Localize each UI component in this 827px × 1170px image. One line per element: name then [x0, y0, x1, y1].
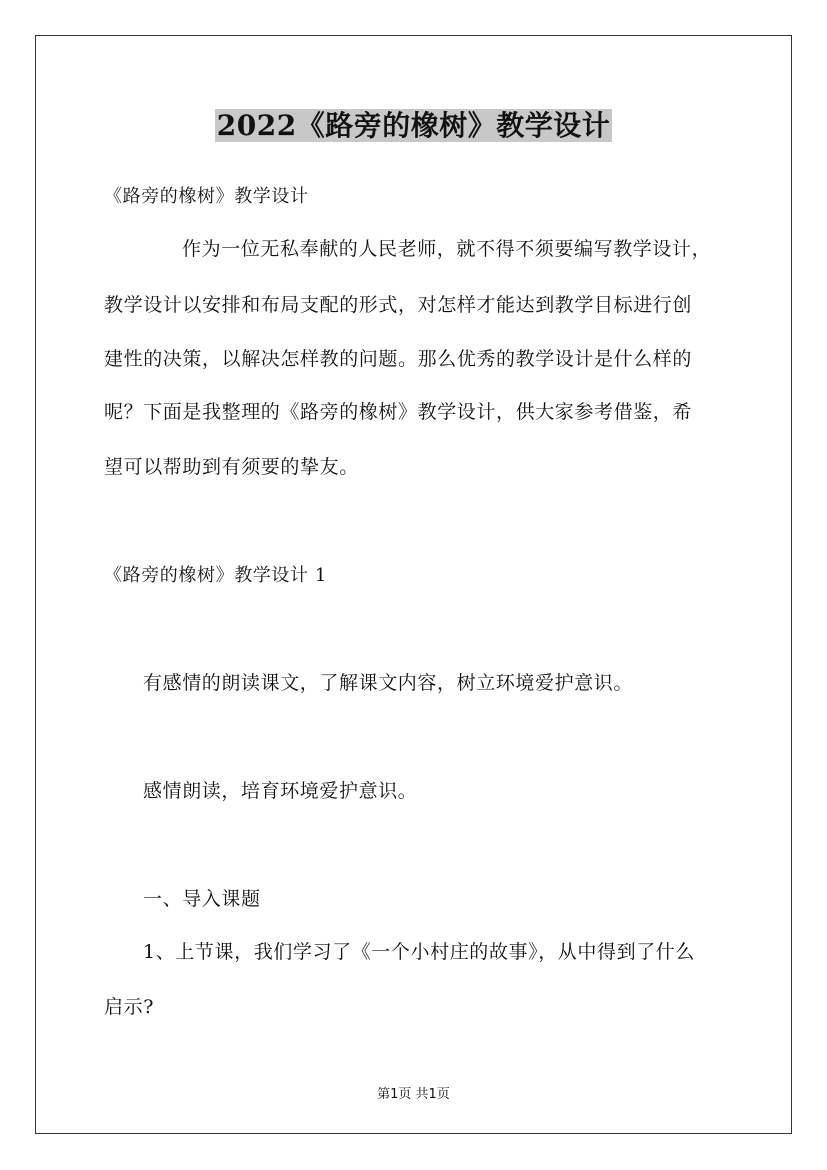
key-point-text: 感情朗读，培育环境爱护意识。 — [143, 780, 418, 802]
document-title: 2022《路旁的橡树》教学设计 — [216, 109, 611, 142]
page-footer: 第1页 共1页 — [377, 1087, 450, 1102]
intro-line-3: 建性的决策，以解决怎样教的问题。那么优秀的教学设计是什么样的 — [104, 348, 693, 370]
document-subtitle: 《路旁的橡树》教学设计 — [104, 186, 309, 207]
step1-line-2: 启示? — [104, 996, 154, 1018]
intro-line-5: 望可以帮助到有须要的挚友。 — [104, 456, 359, 478]
objective-text: 有感情的朗读课文，了解课文内容，树立环境爱护意识。 — [143, 672, 634, 694]
step-heading: 一、导入课题 — [143, 888, 261, 910]
document-title-wrap — [0, 104, 827, 144]
step1-line-1: 1、上节课，我们学习了《一个小村庄的故事》，从中得到了什么 — [143, 941, 695, 963]
section-heading: 《路旁的橡树》教学设计 1 — [104, 565, 327, 586]
intro-line-4: 呢？下面是我整理的《路旁的橡树》教学设计，供大家参考借鉴，希 — [104, 401, 693, 423]
intro-line-2: 教学设计以安排和布局支配的形式，对怎样才能达到教学目标进行创 — [104, 294, 693, 316]
intro-line-1: 作为一位无私奉献的人民老师，就不得不须要编写教学设计， — [182, 238, 712, 260]
